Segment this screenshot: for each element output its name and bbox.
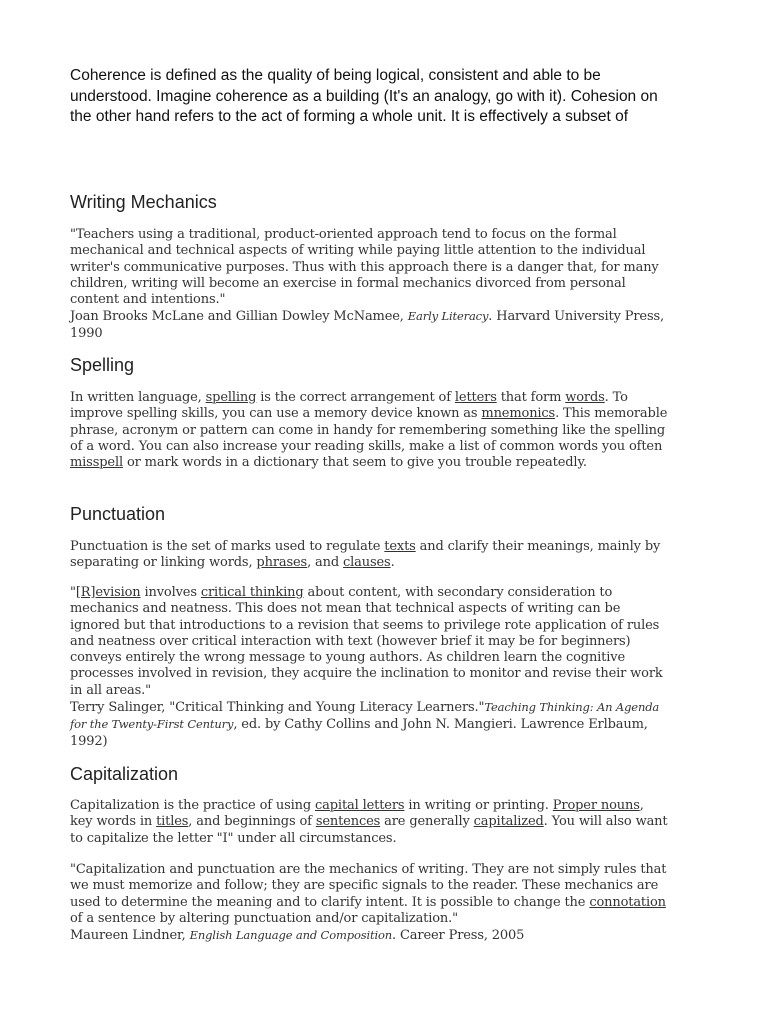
link-phrases[interactable]: phrases (256, 555, 308, 571)
citation-publisher: . Harvard University Press, 1990 (70, 309, 664, 341)
citation-author: Joan Brooks McLane and Gillian Dowley McNamee, (70, 309, 408, 325)
citation-author: Terry Salinger, "Critical Thinking and Young Literacy Learners." (70, 700, 485, 716)
heading-spelling: Spelling (70, 355, 135, 375)
intro-paragraph (70, 66, 670, 128)
link-proper-nouns[interactable]: Proper nouns (552, 798, 640, 813)
link-titles[interactable]: titles (156, 814, 189, 830)
quote-text: "Teachers using a traditional, product-oriented approach tend to focus on the formal mechanical and technical aspects of writing while paying little attention to the individual writer's communicative purposes. Thus with this approach there is a danger that, for many children, writing will become an exercise in formal mechanics divorced from personal content and intentions." (70, 227, 659, 308)
link-sentences[interactable]: sentences (315, 814, 381, 830)
link-spelling[interactable]: spelling (205, 390, 257, 405)
writing-mechanics-quote (70, 227, 670, 342)
citation-title: English Language and Composition (189, 928, 393, 943)
spelling-paragraph: In written language, spelling is the correct arrangement of letters that form words. To improve spelling skills, you can use a memory device known as mnemonics. This memorable phrase, acronym or pattern can come in handy for remembering something like the spelling of a word. You can also increase your reading skills, make a list of common words you often misspell or mark words in a dictionary that seem to give you trouble repeatedly. (70, 390, 668, 471)
intro-text: Coherence is defined as the quality of being logical, consistent and able to be understood. Imagine coherence as a building (It's an analogy, go with it). Cohesion on the other hand refers to the act of forming a whole unit. It is effectively a subset of (70, 67, 658, 125)
link-capital-letters[interactable]: capital letters (315, 798, 405, 813)
capitalization-paragraph: Capitalization is the practice of using capital letters in writing or printing. Proper nouns, key words in titles, and beginnings of sentences are generally capitalized. You will also want to capitalize the letter "I" under all circumstances. (70, 798, 668, 846)
link-misspell[interactable]: misspell (70, 455, 123, 471)
citation-author: Maureen Lindner, (70, 928, 190, 944)
link-revision[interactable]: [R]evision (75, 585, 141, 600)
heading-capitalization: Capitalization (70, 764, 179, 784)
link-clauses[interactable]: clauses (343, 555, 391, 571)
link-connotation[interactable]: connotation (589, 894, 666, 910)
link-mnemonics[interactable]: mnemonics (481, 406, 556, 422)
link-critical-thinking[interactable]: critical thinking (200, 585, 304, 600)
link-texts[interactable]: texts (384, 539, 416, 554)
citation-publisher: , ed. by Cathy Collins and John N. Mangieri. Lawrence Erlbaum, 1992) (70, 717, 648, 749)
link-letters[interactable]: letters (454, 390, 497, 405)
citation-title: Teaching Thinking: An Agenda for the Twenty-First Century (70, 700, 660, 732)
link-words[interactable]: words (565, 390, 605, 405)
link-capitalized[interactable]: capitalized (473, 814, 544, 830)
punctuation-quote: "[R]evision involves critical thinking about content, with secondary consideration to mechanics and neatness. This does not mean that technical aspects of writing can be ignored but that introductions to a revision that seems to privilege rote application of rules and neatness over critical interaction with text (however brief it may be for beginners) conveys entirely the wrong message to young authors. As children learn the cognitive processes involved in revision, they acquire the inclination to monitor and revise their work in all areas." Terry Salinger, "Critical Thinking and Young Literacy Learners."Teaching Thinking: An Agenda for the Twenty-First Century, ed. by Cathy Collins and John N. Mangieri. Lawrence Erlbaum, 1992) (70, 585, 663, 749)
heading-punctuation: Punctuation (70, 504, 166, 524)
citation-title: Early Literacy (407, 309, 489, 324)
capitalization-quote: "Capitalization and punctuation are the mechanics of writing. They are not simply rules that we must memorize and follow; they are specific signals to the reader. These mechanics are used to determine the meaning and to clarify intent. It is possible to change the connotation of a sentence by altering punctuation and/or capitalization." Maureen Lindner, English Language and Composition. Career Press, 2005 (70, 862, 667, 944)
punctuation-paragraph: Punctuation is the set of marks used to regulate texts and clarify their meanings, mainly by separating or linking words, phrases, and clauses. (70, 539, 661, 571)
citation-publisher: . Career Press, 2005 (392, 928, 525, 944)
heading-writing-mechanics: Writing Mechanics (70, 192, 217, 212)
